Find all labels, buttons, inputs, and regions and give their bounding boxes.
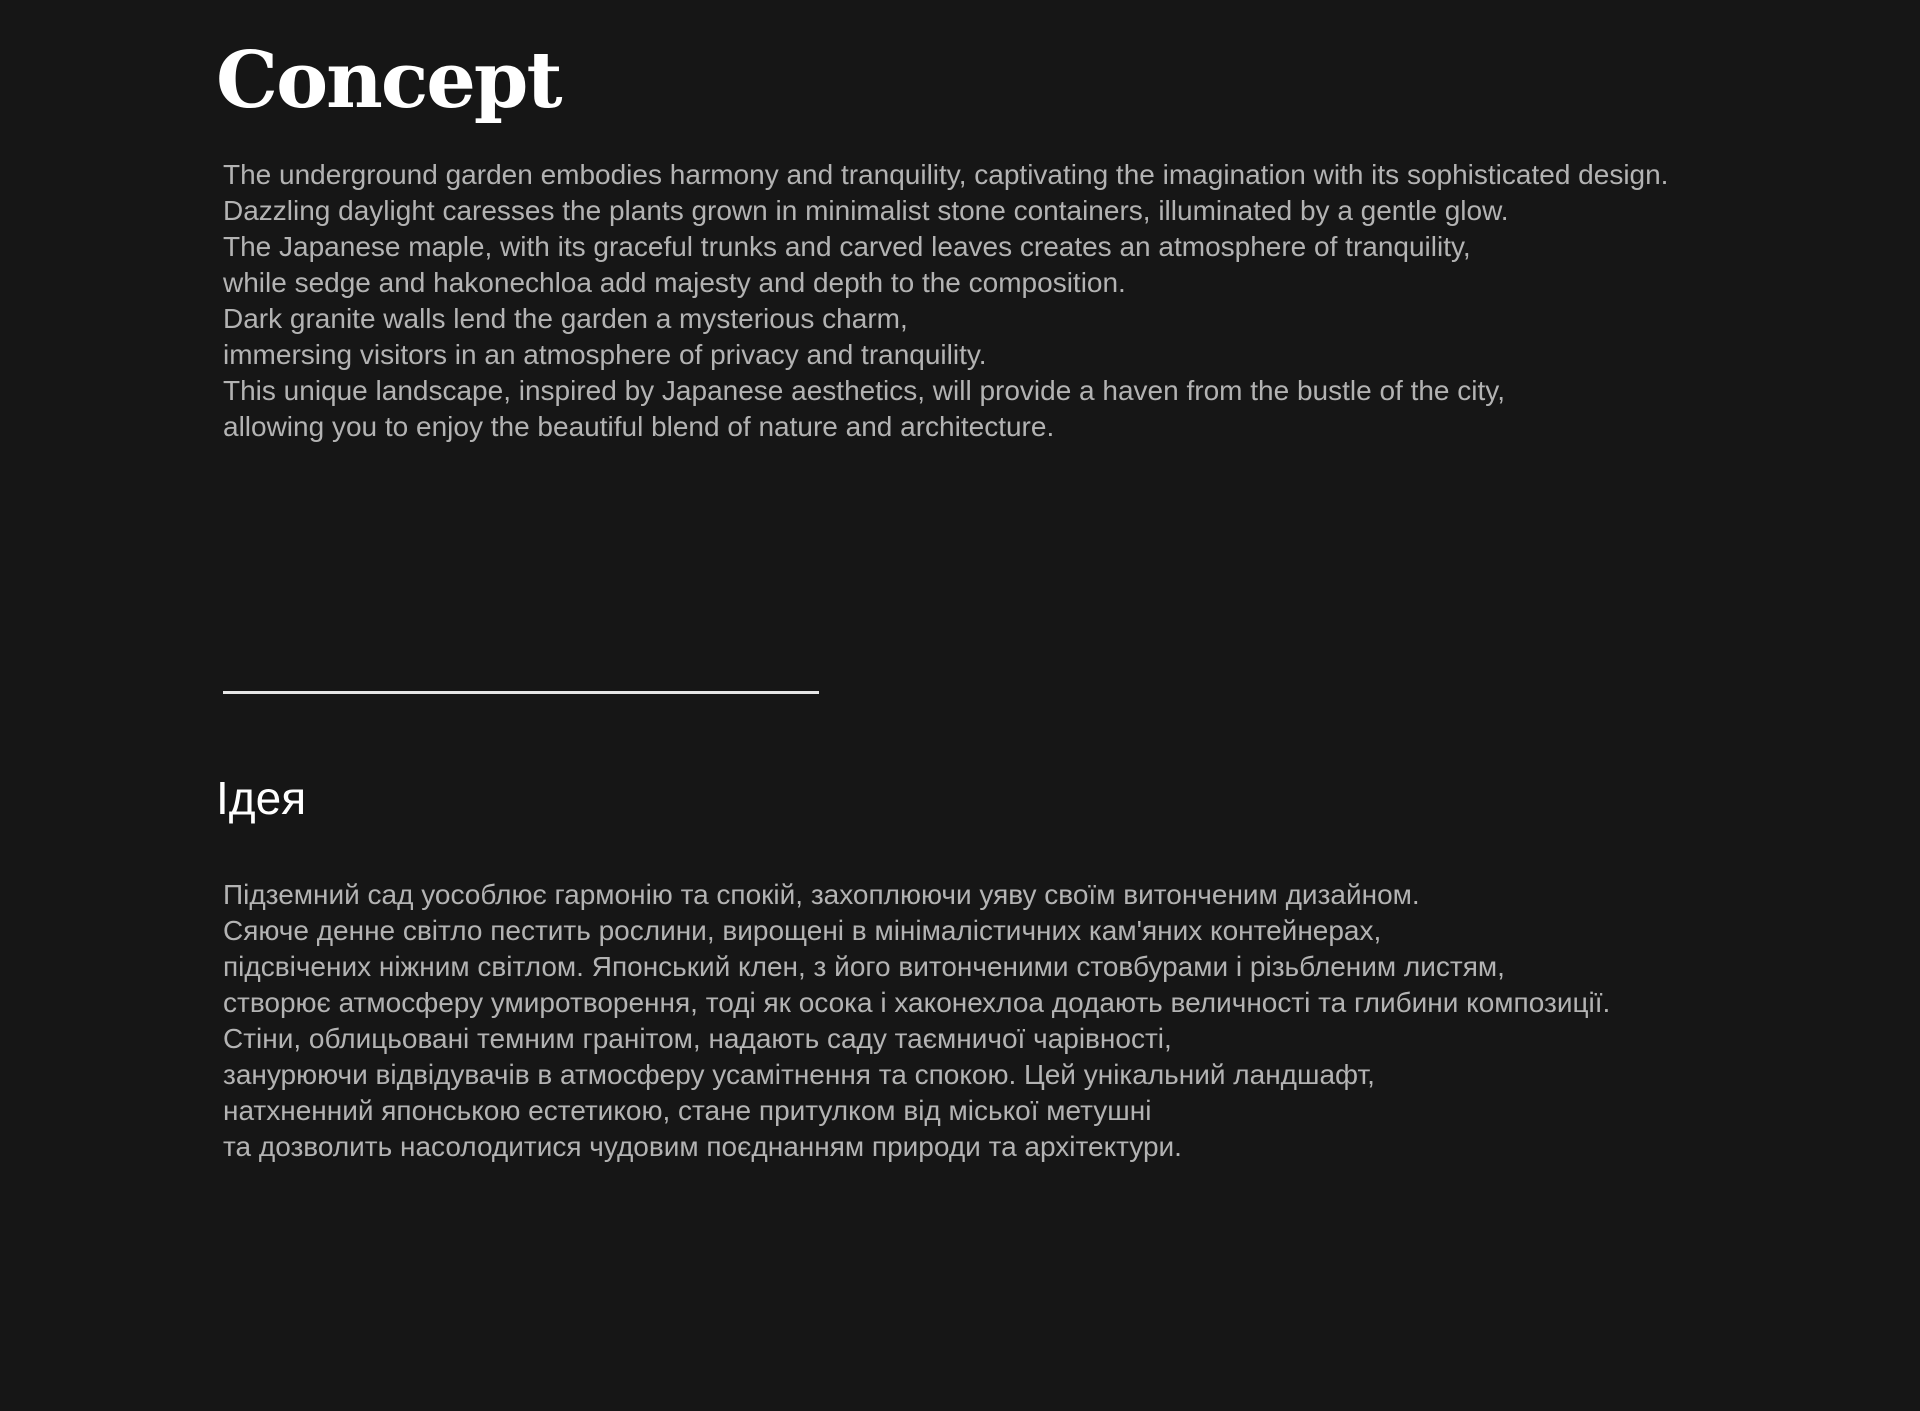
idea-line: підсвічених ніжним світлом. Японський клен, з його витонченими стовбурами і різьбленим листям, [223,951,1505,982]
idea-line: та дозволить насолодитися чудовим поєднанням природи та архітектури. [223,1131,1182,1162]
concept-description [223,157,1668,445]
concept-line: Dazzling daylight caresses the plants grown in minimalist stone containers, illuminated by a gentle glow. [223,195,1509,226]
idea-line: Підземний сад уособлює гармонію та спокій, захоплюючи уяву своїм витонченим дизайном. [223,879,1420,910]
idea-line: Сяюче денне світло пестить рослини, вирощені в мінімалістичних кам'яних контейнерах, [223,915,1382,946]
concept-line: immersing visitors in an atmosphere of privacy and tranquility. [223,339,987,370]
idea-line: натхненний японською естетикою, стане притулком від міської метушні [223,1095,1152,1126]
idea-description [223,877,1610,1165]
concept-line: This unique landscape, inspired by Japanese aesthetics, will provide a haven from the bustle of the city, [223,375,1505,406]
concept-line: Dark granite walls lend the garden a mysterious charm, [223,303,908,334]
idea-title: Ідея [216,772,307,824]
idea-line: занурюючи відвідувачів в атмосферу усамітнення та спокою. Цей унікальний ландшафт, [223,1059,1375,1090]
concept-line: allowing you to enjoy the beautiful blend of nature and architecture. [223,411,1055,442]
section-divider [223,691,819,694]
concept-line: The Japanese maple, with its graceful trunks and carved leaves creates an atmosphere of tranquility, [223,231,1471,262]
idea-line: Стіни, облицьовані темним гранітом, надають саду таємничої чарівності, [223,1023,1172,1054]
idea-line: створює атмосферу умиротворення, тоді як осока і хаконехлоа додають величності та глибини композиції. [223,987,1611,1018]
concept-line: The underground garden embodies harmony and tranquility, captivating the imagination with its sophisticated design. [223,159,1669,190]
concept-line: while sedge and hakonechloa add majesty and depth to the composition. [223,267,1126,298]
concept-title: Concept [216,35,561,126]
